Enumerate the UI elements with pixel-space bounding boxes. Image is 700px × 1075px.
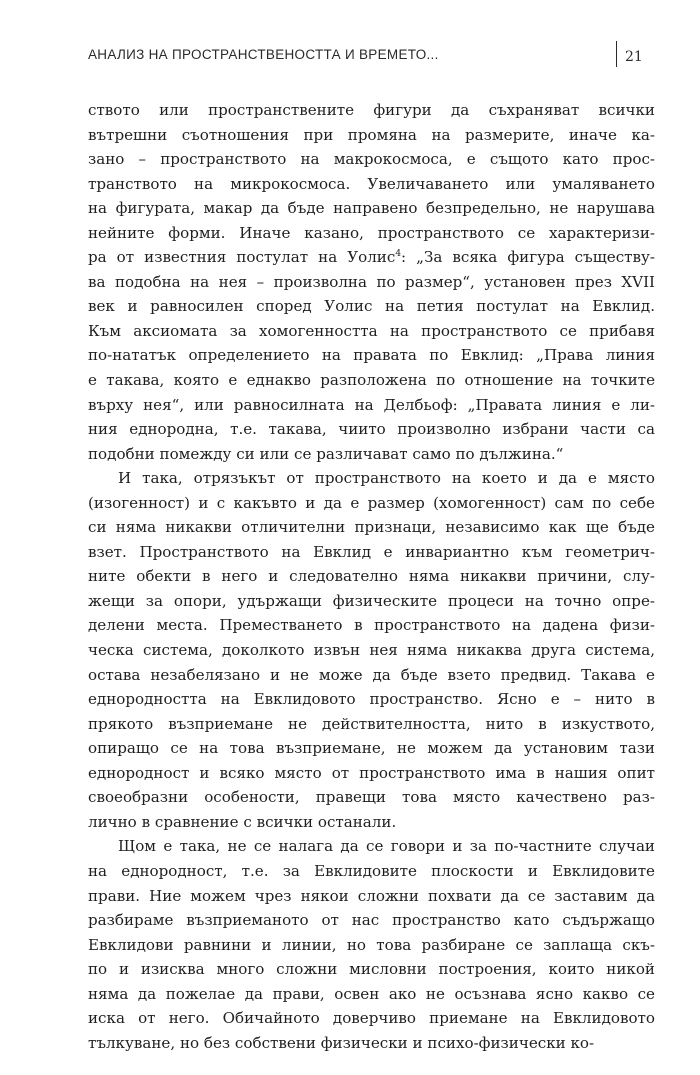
body-text: [88, 98, 655, 1055]
text-line: своеобразни особености, правещи това място качествено раз-: [88, 788, 655, 807]
text-line: зано – пространството на макрокосмоса, е същото като прос-: [88, 150, 655, 169]
text-line: еднородността на Евклидовото пространство. Ясно е – нито в: [88, 690, 655, 709]
text-line: ческа система, доколкото извън нея няма никаква друга система,: [88, 641, 655, 660]
text-line: делени места. Преместването в пространството на дадена физи-: [88, 616, 655, 635]
text-line: на фигурата, макар да бъде направено безпредельно, не нарушава: [88, 199, 655, 218]
text-line: по и изисква много сложни мисловни построения, които никой: [88, 960, 655, 979]
text-line: ва подобна на нея – произволна по размер“, установен през XVII: [88, 272, 655, 291]
text-line: си няма никакви отличителни признаци, независимо как ще бъде: [88, 518, 655, 537]
text-line: век и равносилен според Уолис на петия постулат на Евклид.: [88, 297, 655, 316]
text-fragment: ра от известния постулат на Уолис: [88, 248, 396, 267]
text-line: нейните форми. Иначе казано, пространството се характеризи-: [88, 223, 655, 242]
text-line: разбираме възприеманото от нас пространство като съдържащо: [88, 911, 655, 930]
text-line: лично в сравнение с всички останали.: [88, 812, 397, 831]
header-divider: [616, 41, 617, 67]
text-line: иска от него. Обичайното доверчиво приемане на Евклидовото: [88, 1009, 655, 1028]
text-line: Евклидови равнини и линии, но това разбиране се заплаща скъ-: [88, 935, 655, 954]
text-line: прави. Ние можем чрез някои сложни похвати да се заставим да: [88, 886, 655, 905]
text-fragment: : „За всяка фигура съществу-: [401, 248, 655, 267]
text-line: Към аксиомата за хомогенността на пространството се прибавя: [88, 321, 655, 340]
text-line: ните обекти в него и следователно няма никакви причини, слу-: [88, 567, 655, 586]
text-line: тълкуване, но без собствени физически и психо-физически ко-: [88, 1033, 595, 1052]
text-line: транството на микрокосмоса. Увеличаването или умаляването: [88, 174, 655, 193]
text-line: взет. Пространството на Евклид е инвариантно към геометрич-: [88, 542, 655, 561]
footnote-marker: 4: [395, 249, 402, 260]
text-line: прякото възприемане не действителността, нито в изкуството,: [88, 714, 655, 733]
text-line: ството или пространствените фигури да съхраняват всички: [88, 101, 655, 119]
text-line: няма да пожелае да прави, освен ако не осъзнава ясно какво се: [88, 984, 655, 1003]
text-line: по-нататък определението на правата по Евклид: „Права линия: [88, 346, 655, 365]
text-line: еднородност и всяко място от пространството има в нашия опит: [88, 763, 655, 782]
text-line: [88, 245, 655, 270]
page-number: 21: [625, 49, 643, 65]
text-line: остава незабелязано и не може да бъде взето предвид. Такава е: [88, 665, 655, 684]
text-line: Щом е така, не се налага да се говори и за по-частните случаи: [118, 837, 655, 856]
text-line: на еднородност, т.е. за Евклидовите плоскости и Евклидовите: [88, 861, 655, 880]
text-line: върху нея“, или равносилната на Делбьоф: „Правата линия е ли-: [88, 395, 655, 414]
text-line: вътрешни съотношения при промяна на размерите, иначе ка-: [88, 125, 655, 144]
text-line: подобни помежду си или се различават само по дължина.“: [88, 444, 564, 463]
text-line: е такава, която е еднакво разположена по отношение на точките: [88, 371, 655, 390]
text-line: (изогенност) и с какъвто и да е размер (хомогенност) сам по себе: [88, 493, 655, 512]
text-line: И така, отрязъкът от пространството на което и да е място: [118, 469, 655, 488]
running-head-title: АНАЛИЗ НА ПРОСТРАНСТВЕНОСТТА И ВРЕМЕТО...: [88, 47, 439, 62]
text-line: опиращо се на това възприемане, не можем да установим тази: [88, 739, 655, 758]
text-line: ния еднородна, т.е. такава, чиито произволно избрани части са: [88, 420, 655, 439]
text-line: жещи за опори, удържащи физическите процеси на точно опре-: [88, 591, 655, 610]
